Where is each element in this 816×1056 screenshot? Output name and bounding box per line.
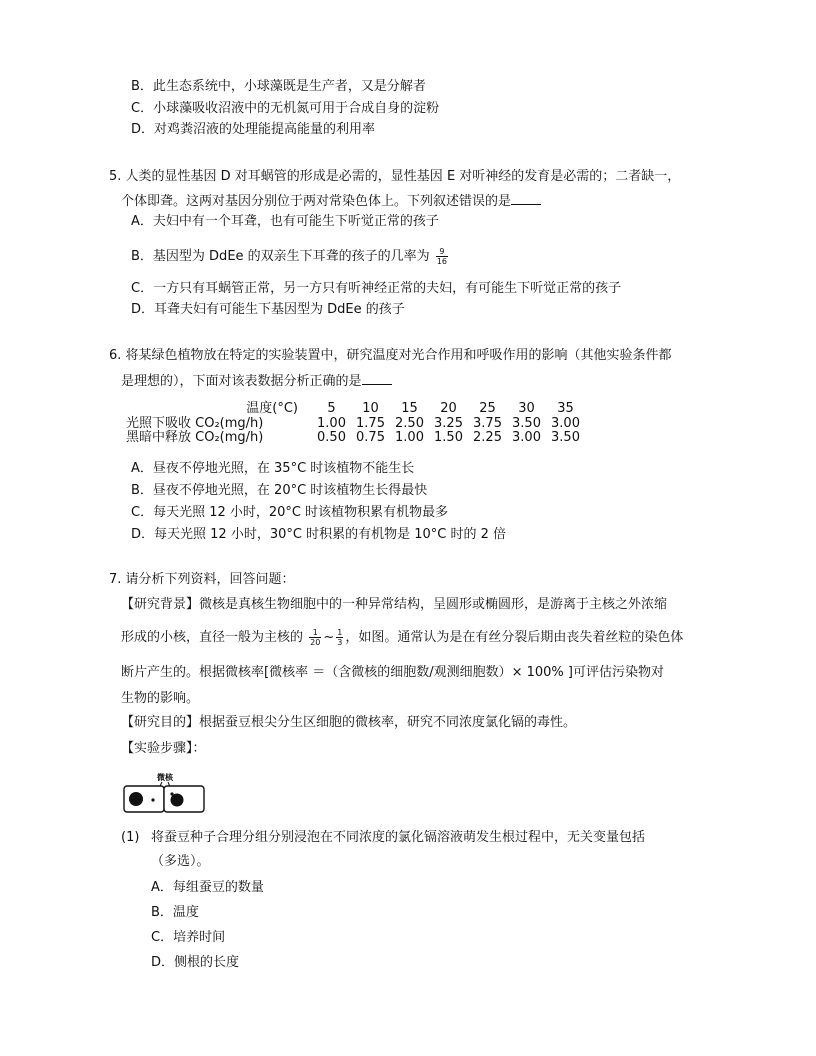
- micronucleus: [170, 792, 173, 795]
- q7-sub1-option-d: D．侧根的长度: [151, 955, 240, 970]
- fraction: $\frac{1}{3}$: [337, 628, 343, 647]
- table-row: [126, 417, 585, 432]
- q5-option-b: B．基因型为 DdEe 的双亲生下耳聋的孩子的几率为 $\frac{9}{16}$: [131, 247, 447, 266]
- data-table: [126, 402, 585, 446]
- fraction: $\frac{9}{16}$: [436, 247, 447, 266]
- table-cell: 1.75: [356, 415, 385, 431]
- table-row-label: 光照下吸收 CO₂(mg/h): [126, 415, 264, 431]
- q7-background-line3: 断片产生的。根据微核率[微核率 ＝（含微核的细胞数/观测细胞数）× 100% ]可评估污染物对: [121, 665, 664, 680]
- table-cell: 0.50: [317, 430, 346, 445]
- q5-option-d: D．耳聋夫妇有可能生下基因型为 DdEe 的孩子: [131, 302, 405, 317]
- q7-sub1-number: (1): [121, 830, 140, 845]
- table-cell: 1.50: [434, 430, 463, 445]
- q4-option-c: C．小球藻吸收沼液中的无机氮可用于合成自身的淀粉: [131, 101, 440, 116]
- q7-background-line1: 【研究背景】微核是真核生物细胞中的一种异常结构，呈圆形或椭圆形，是游离于主核之外浓缩: [121, 597, 668, 612]
- micronucleus: [151, 798, 154, 801]
- q5-stem-line1: 5. 人类的显性基因 D 对耳蜗管的形成是必需的，显性基因 E 对听神经的发育是必需的；二者缺一，: [109, 169, 681, 184]
- table-cell: 3.75: [473, 415, 502, 431]
- answer-blank: [511, 191, 541, 205]
- q6-option-c: C．每天光照 12 小时，20°C 时该植物积累有机物最多: [131, 505, 449, 520]
- q5-stem-line2: 个体即聋。这两对基因分别位于两对常染色体上。下列叙述错误的是: [121, 191, 541, 211]
- micronucleus-diagram: [121, 772, 207, 814]
- q6-stem-line1: 6. 将某绿色植物放在特定的实验装置中，研究温度对光合作用和呼吸作用的影响（其他实验条件都: [109, 348, 672, 363]
- q4-option-b: B．此生态系统中，小球藻既是生产者，又是分解者: [131, 79, 426, 94]
- table-cell: 3.50: [512, 415, 541, 431]
- table-cell: 35: [557, 401, 574, 416]
- table-cell: 3.50: [551, 430, 580, 445]
- table-cell: 5: [327, 401, 336, 416]
- q7-sub1-text-line1: 将蚕豆种子合理分组分别浸泡在不同浓度的氯化镉溶液萌发生根过程中，无关变量包括: [151, 830, 646, 845]
- table-row: [126, 431, 585, 446]
- table-cell: 3.00: [551, 415, 580, 431]
- table-cell: 0.75: [356, 430, 385, 445]
- table-cell: 1.00: [395, 430, 424, 445]
- q7-experiment-steps: 【实验步骤】：: [121, 741, 206, 756]
- table-header-row: [126, 402, 585, 417]
- table-cell: 2.50: [395, 415, 424, 431]
- table-cell: 20: [440, 401, 457, 416]
- fraction: $\frac{1}{20}$: [310, 628, 321, 647]
- q7-sub1-option-c: C．培养时间: [151, 930, 226, 945]
- q7-background-line2: 形成的小核，直径一般为主核的 $\frac{1}{20}$ ~ $\frac{1}{3}$ ，如图。通常认为是在有丝分裂后期由丧失着丝粒的染色体: [121, 628, 684, 647]
- q6-stem-line2: 是理想的），下面对该表数据分析正确的是: [121, 371, 392, 391]
- table-cell: 1.00: [317, 415, 346, 431]
- q4-option-d: D．对鸡粪沼液的处理能提高能量的利用率: [131, 122, 376, 137]
- main-nucleus: [129, 792, 143, 806]
- q7-sub1-option-a: A．每组蚕豆的数量: [151, 880, 264, 895]
- answer-blank: [362, 371, 392, 385]
- table-header-label: 温度(°C): [246, 401, 298, 416]
- q6-option-b: B．昼夜不停地光照，在 20°C 时该植物生长得最快: [131, 483, 428, 498]
- q7-background-line4: 生物的影响。: [121, 691, 200, 706]
- micronucleus-label: 微核: [157, 773, 173, 782]
- q5-option-c: C．一方只有耳蜗管正常，另一方只有听神经正常的夫妇，有可能生下听觉正常的孩子: [131, 281, 622, 296]
- q7-stem: 7. 请分析下列资料，回答问题：: [109, 572, 295, 587]
- table-cell: 3.25: [434, 415, 463, 431]
- q6-option-a: A．昼夜不停地光照，在 35°C 时该植物不能生长: [131, 461, 415, 476]
- table-cell: 2.25: [473, 430, 502, 445]
- table-cell: 10: [362, 401, 379, 416]
- cell-right: [164, 786, 204, 812]
- q5-option-a: A．夫妇中有一个耳聋，也有可能生下听觉正常的孩子: [131, 214, 439, 229]
- table-row-label: 黑暗中释放 CO₂(mg/h): [126, 430, 264, 445]
- q7-sub1-text-line2: （多选）。: [151, 854, 210, 869]
- table-cell: 30: [518, 401, 535, 416]
- q6-option-d: D．每天光照 12 小时，30°C 时积累的有机物是 10°C 时的 2 倍: [131, 527, 506, 542]
- q7-sub1-option-b: B．温度: [151, 905, 199, 920]
- table-cell: 3.00: [512, 430, 541, 445]
- table-cell: 15: [401, 401, 418, 416]
- q7-research-purpose: 【研究目的】根据蚕豆根尖分生区细胞的微核率，研究不同浓度氯化镉的毒性。: [121, 715, 577, 730]
- table-cell: 25: [479, 401, 496, 416]
